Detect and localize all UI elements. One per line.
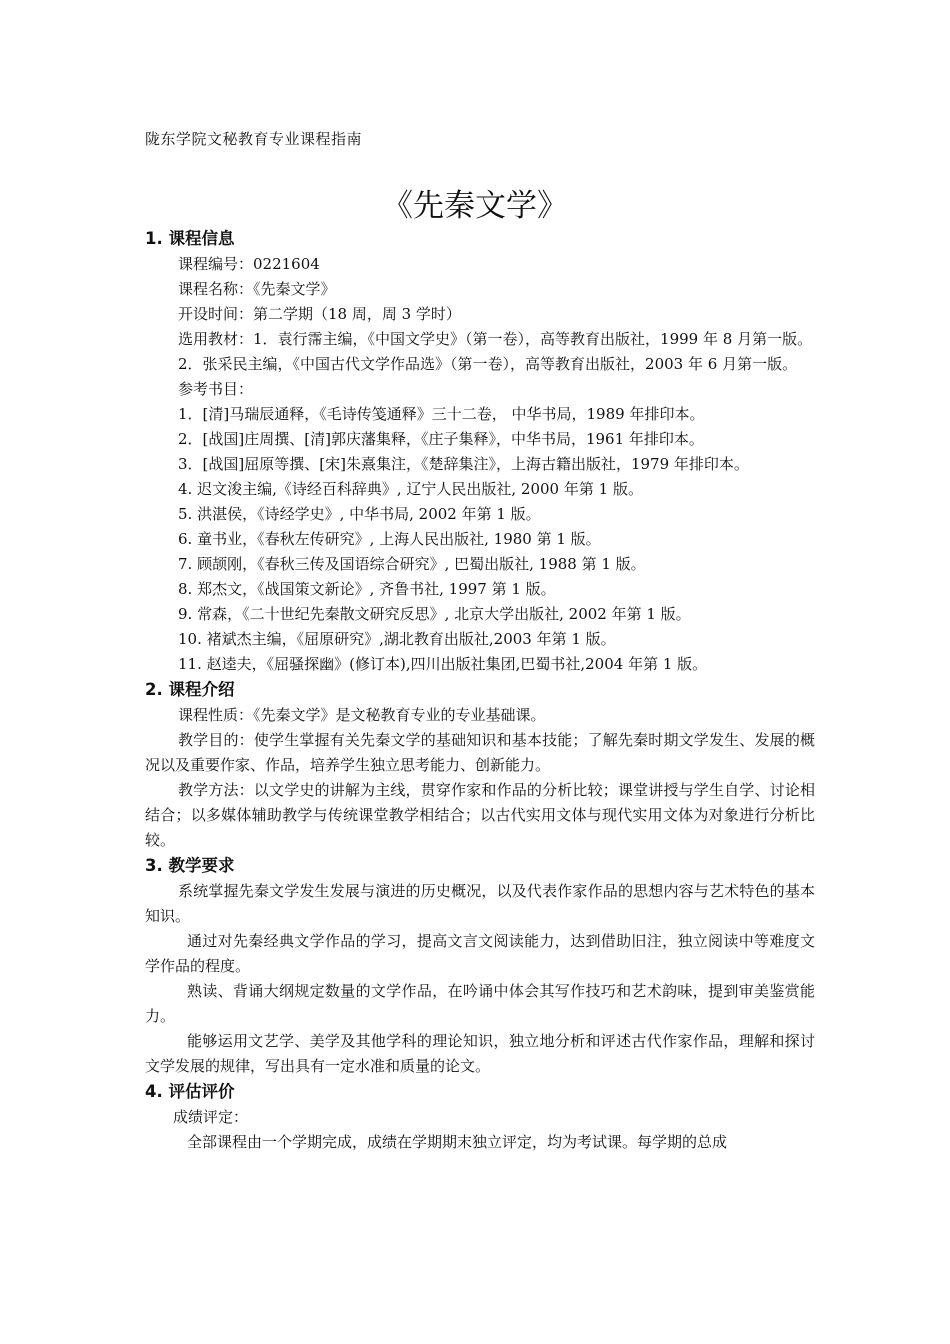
- document-title: 《先秦文学》: [382, 188, 568, 224]
- references-label: 参考书目：: [178, 380, 254, 398]
- requirement-paragraph: 熟读、背诵大纲规定数量的文学作品，在吟诵中体会其写作技巧和艺术韵味，提到审美鉴赏能力。: [145, 982, 815, 1025]
- reference-item: 1．[清]马瑞辰通释，《毛诗传笺通释》三十二卷， 中华书局，1989 年排印本。: [178, 405, 705, 423]
- grading-label: 成绩评定：: [173, 1108, 249, 1126]
- reference-item: 5. 洪湛侯，《诗经学史》, 中华书局, 2002 年第 1 版。: [178, 505, 541, 523]
- teaching-method: 教学方法：以文学史的讲解为主线，贯穿作家和作品的分析比较；课堂讲授与学生自学、讨论相结合；以多媒体辅助教学与传统课堂教学相结合；以古代实用文体与现代实用文体为对象进行分析比较。: [145, 781, 815, 849]
- course-name: 课程名称：《先秦文学》: [178, 280, 336, 298]
- course-schedule: 开设时间：第二学期（18 周，周 3 学时）: [178, 305, 461, 323]
- running-header: 陇东学院文秘教育专业课程指南: [145, 130, 363, 148]
- reference-item: 8. 郑杰文，《战国策文新论》, 齐鲁书社, 1997 第 1 版。: [178, 580, 556, 598]
- textbook-1: 选用教材：1．袁行霈主编，《中国文学史》（第一卷），高等教育出版社，1999 年 8 月第一版。: [178, 330, 813, 348]
- section-heading-course-intro: 2. 课程介绍: [145, 680, 235, 699]
- grading-paragraph: 全部课程由一个学期完成，成绩在学期期末独立评定，均为考试课。每学期的总成: [187, 1133, 728, 1151]
- reference-item: 11. 赵逵夫，《屈骚探幽》(修订本),四川出版社集团,巴蜀书社,2004 年第 1 版。: [178, 655, 708, 673]
- reference-item: 7. 顾颉刚，《春秋三传及国语综合研究》, 巴蜀出版社, 1988 第 1 版。: [178, 555, 646, 573]
- document-body: [145, 226, 815, 1155]
- textbook-2: 2．张采民主编，《中国古代文学作品选》（第一卷），高等教育出版社，2003 年 6 月第一版。: [178, 355, 798, 373]
- reference-item: 3．[战国]屈原等撰、[宋]朱熹集注，《楚辞集注》，上海古籍出版社，1979 年排印本。: [178, 455, 749, 473]
- reference-item: 6. 童书业，《春秋左传研究》, 上海人民出版社, 1980 第 1 版。: [178, 530, 601, 548]
- requirement-paragraph: 能够运用文艺学、美学及其他学科的理论知识，独立地分析和评述古代作家作品，理解和探讨文学发展的规律，写出具有一定水准和质量的论文。: [145, 1032, 815, 1075]
- section-heading-course-info: 1. 课程信息: [145, 229, 235, 248]
- requirement-paragraph: 通过对先秦经典文学作品的学习，提高文言文阅读能力，达到借助旧注，独立阅读中等难度文学作品的程度。: [145, 932, 815, 975]
- requirement-paragraph: 系统掌握先秦文学发生发展与演进的历史概况，以及代表作家作品的思想内容与艺术特色的基本知识。: [145, 882, 815, 925]
- course-nature: 课程性质：《先秦文学》是文秘教育专业的专业基础课。: [178, 706, 546, 724]
- section-heading-assessment: 4. 评估评价: [145, 1082, 235, 1101]
- course-code: 课程编号：0221604: [178, 255, 320, 273]
- reference-item: 9. 常森，《二十世纪先秦散文研究反思》, 北京大学出版社, 2002 年第 1 版。: [178, 605, 691, 623]
- section-heading-requirements: 3. 教学要求: [145, 856, 235, 875]
- teaching-purpose: 教学目的：使学生掌握有关先秦文学的基础知识和基本技能；了解先秦时期文学发生、发展的概况以及重要作家、作品，培养学生独立思考能力、创新能力。: [145, 731, 815, 774]
- reference-item: 4. 迟文浚主编,《诗经百科辞典》, 辽宁人民出版社, 2000 年第 1 版。: [178, 480, 643, 498]
- reference-item: 2．[战国]庄周撰、[清]郭庆藩集释，《庄子集释》，中华书局，1961 年排印本。: [178, 430, 704, 448]
- reference-item: 10. 褚斌杰主编，《屈原研究》,湖北教育出版社,2003 年第 1 版。: [178, 630, 616, 648]
